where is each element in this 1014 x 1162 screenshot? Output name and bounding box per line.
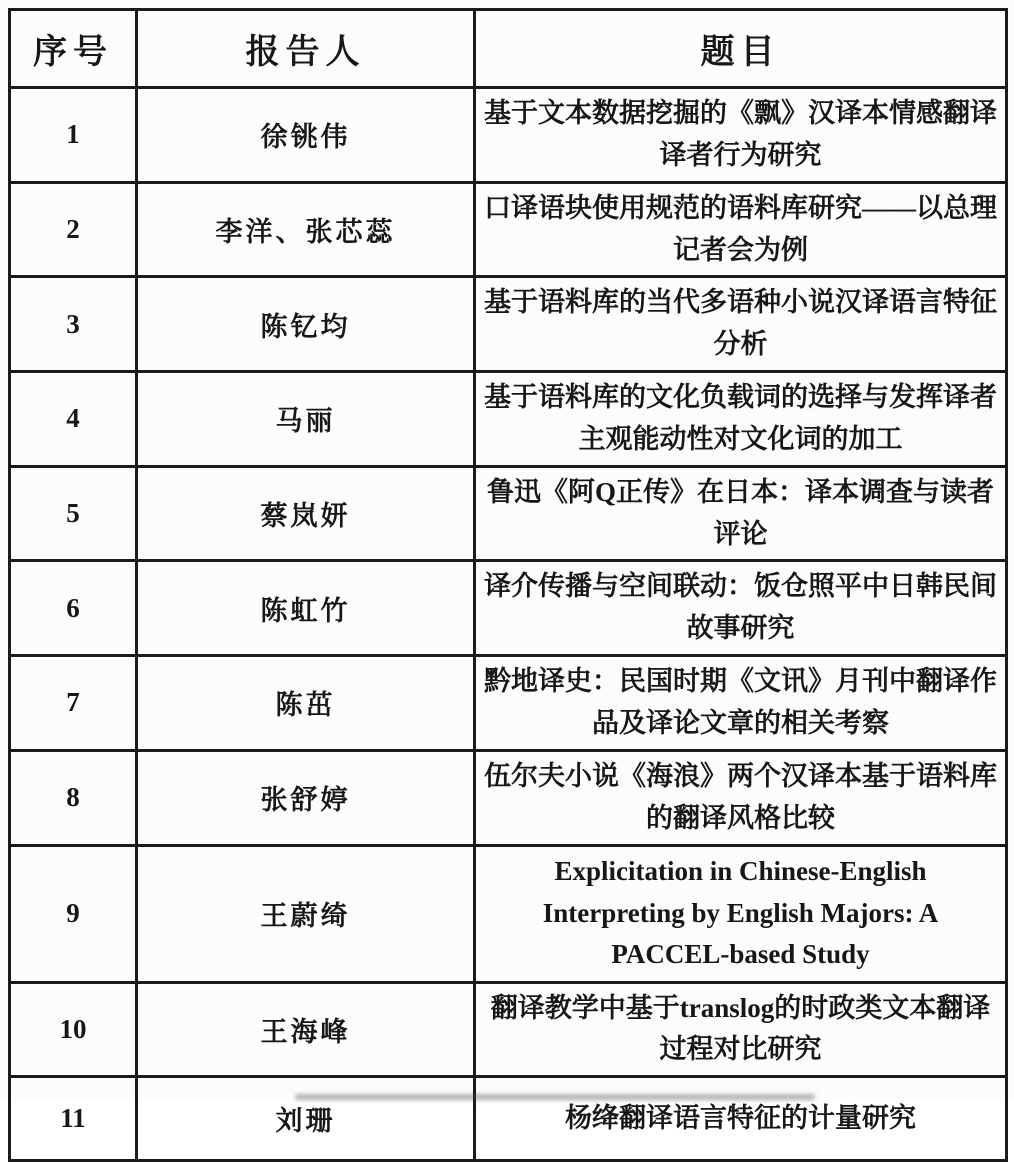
table-row bbox=[10, 561, 1007, 656]
presenter-name: 王海峰 bbox=[137, 982, 475, 1077]
presenter-name: 蔡岚妍 bbox=[137, 466, 475, 561]
col-header-title: 题目 bbox=[475, 10, 1007, 88]
table-row bbox=[10, 750, 1007, 845]
row-index: 8 bbox=[10, 750, 137, 845]
presenter-name: 徐铫伟 bbox=[137, 88, 475, 183]
presentation-title: 伍尔夫小说《海浪》两个汉译本基于语料库的翻译风格比较 bbox=[475, 750, 1007, 845]
presentation-title: 杨绛翻译语言特征的计量研究 bbox=[475, 1077, 1007, 1161]
row-index: 2 bbox=[10, 182, 137, 277]
presenter-name: 李洋、张芯蕊 bbox=[137, 182, 475, 277]
presentation-schedule-table bbox=[8, 8, 1008, 1162]
presenter-name: 刘珊 bbox=[137, 1077, 475, 1161]
row-index: 6 bbox=[10, 561, 137, 656]
header-row bbox=[10, 10, 1007, 88]
presentation-title: 基于语料库的文化负载词的选择与发挥译者主观能动性对文化词的加工 bbox=[475, 372, 1007, 467]
presentation-title: 译介传播与空间联动：饭仓照平中日韩民间故事研究 bbox=[475, 561, 1007, 656]
table-row bbox=[10, 88, 1007, 183]
scan-shadow bbox=[295, 1094, 815, 1100]
presenter-name: 张舒婷 bbox=[137, 750, 475, 845]
table-row bbox=[10, 277, 1007, 372]
row-index: 3 bbox=[10, 277, 137, 372]
table-row bbox=[10, 372, 1007, 467]
presenter-name: 陈虹竹 bbox=[137, 561, 475, 656]
table-row bbox=[10, 656, 1007, 751]
presentation-title: 黔地译史：民国时期《文讯》月刊中翻译作品及译论文章的相关考察 bbox=[475, 656, 1007, 751]
row-index: 1 bbox=[10, 88, 137, 183]
table-row bbox=[10, 466, 1007, 561]
presenter-name: 陈钇均 bbox=[137, 277, 475, 372]
presenter-name: 王蔚绮 bbox=[137, 845, 475, 982]
col-header-presenter: 报告人 bbox=[137, 10, 475, 88]
table-row bbox=[10, 982, 1007, 1077]
presenter-name: 马丽 bbox=[137, 372, 475, 467]
col-header-index: 序号 bbox=[10, 10, 137, 88]
presentation-title: 基于文本数据挖掘的《飘》汉译本情感翻译译者行为研究 bbox=[475, 88, 1007, 183]
table-row bbox=[10, 1077, 1007, 1161]
presentation-title: Explicitation in Chinese-English Interpreting by English Majors: A PACCEL-based Study bbox=[475, 845, 1007, 982]
row-index: 11 bbox=[10, 1077, 137, 1161]
row-index: 7 bbox=[10, 656, 137, 751]
presentation-title: 基于语料库的当代多语种小说汉译语言特征分析 bbox=[475, 277, 1007, 372]
row-index: 9 bbox=[10, 845, 137, 982]
row-index: 4 bbox=[10, 372, 137, 467]
presentation-title: 鲁迅《阿Q正传》在日本：译本调查与读者评论 bbox=[475, 466, 1007, 561]
row-index: 10 bbox=[10, 982, 137, 1077]
table-row bbox=[10, 845, 1007, 982]
presentation-title: 翻译教学中基于translog的时政类文本翻译过程对比研究 bbox=[475, 982, 1007, 1077]
presenter-name: 陈茁 bbox=[137, 656, 475, 751]
presentation-title: 口译语块使用规范的语料库研究——以总理记者会为例 bbox=[475, 182, 1007, 277]
row-index: 5 bbox=[10, 466, 137, 561]
table-row bbox=[10, 182, 1007, 277]
